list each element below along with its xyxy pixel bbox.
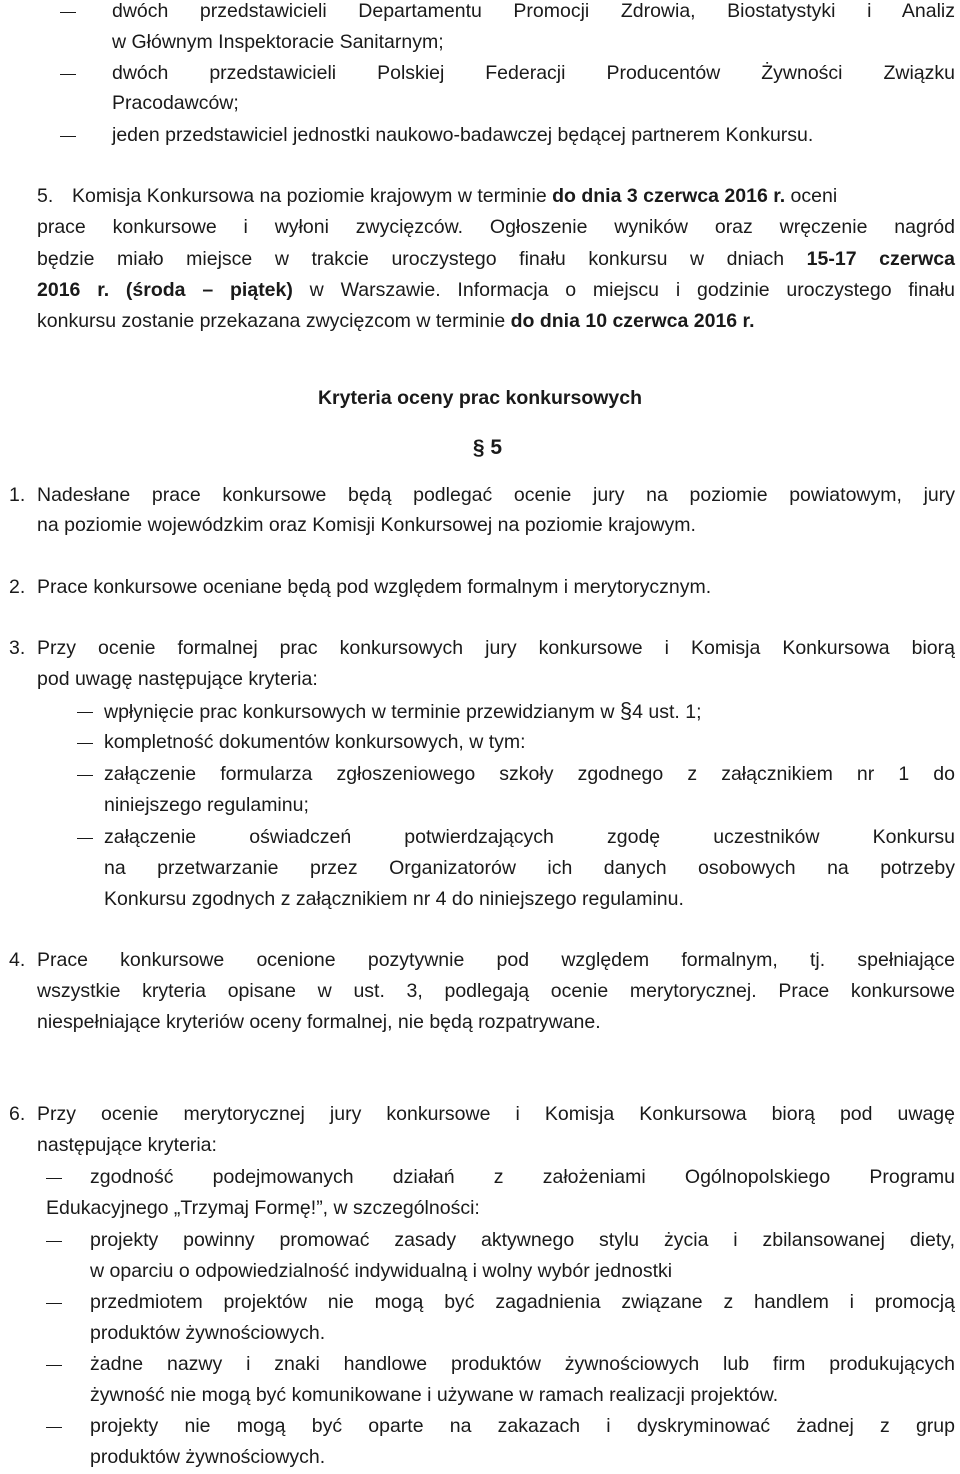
text-line: projekty powinny promować zasady aktywnego stylu życia i zbilansowanej diety, [90,1229,955,1251]
section-number: § 5 [472,436,503,459]
text-line: załączenie formularza zgłoszeniowego szkoły zgodnego z załącznikiem nr 1 do [104,763,955,785]
text-line: kompletność dokumentów konkursowych, w tym: [104,731,526,753]
text-line: w oparciu o odpowiedzialność indywidualną i wolny wybór jednostki [90,1260,673,1282]
text-line: na poziomie wojewódzkim oraz Komisji Konkursowej na poziomie krajowym. [37,514,696,536]
text-line: wpłynięcie prac konkursowych w terminie przewidzianym w §4 ust. 1; [104,698,702,723]
text-line: projekty nie mogą być oparte na zakazach i dyskryminować żadnej z grup [90,1415,955,1437]
text-line: Prace konkursowe oceniane będą pod względem formalnym i merytorycznym. [37,576,712,598]
text-line: Przy ocenie formalnej prac konkursowych jury konkursowe i Komisja Konkursowa biorą [37,637,955,659]
bullet-dash [77,775,93,776]
item-number: 5. [37,185,54,207]
item-number: 2. [9,576,26,598]
text-line: produktów żywnościowych. [90,1446,326,1468]
text-line: przedmiotem projektów nie mogą być zagadnienia związane z handlem i promocją [90,1291,955,1313]
text-line: 2016 r. (środa – piątek) w Warszawie. Informacja o miejscu i godzinie uroczystego finału [37,279,955,301]
bullet-dash [46,1178,62,1179]
text-line: będzie miało miejsce w trakcie uroczystego finału konkursu w dniach 15-17 czerwca [37,248,955,270]
text-line: Konkursu zgodnych z załącznikiem nr 4 do niniejszego regulaminu. [104,888,684,910]
text-line: dwóch przedstawicieli Departamentu Promocji Zdrowia, Biostatystyki i Analiz [112,0,955,22]
text-line: następujące kryteria: [37,1134,217,1156]
item-number: 6. [9,1103,26,1125]
text-line: Prace konkursowe ocenione pozytywnie pod względem formalnym, tj. spełniające [37,949,955,971]
text-line: prace konkursowe i wyłoni zwycięzców. Ogłoszenie wyników oraz wręczenie nagród [37,216,955,238]
text-line: zgodność podejmowanych działań z założeniami Ogólnopolskiego Programu [90,1166,955,1188]
item-number: 4. [9,949,26,971]
text-line: Edukacyjnego „Trzymaj Formę!”, w szczególności: [46,1197,480,1219]
text-line: niespełniające kryteriów oceny formalnej, nie będą rozpatrywane. [37,1011,601,1033]
bullet-dash [77,712,93,713]
bullet-dash [46,1427,62,1428]
bullet-dash [46,1241,62,1242]
text-line: niniejszego regulaminu; [104,794,309,816]
bullet-dash [60,136,76,137]
bullet-dash [77,838,93,839]
text-line: w Głównym Inspektoracie Sanitarnym; [112,31,444,53]
item-number: 3. [9,637,26,659]
text-line: dwóch przedstawicieli Polskiej Federacji Producentów Żywności Związku [112,62,955,84]
text-line: wszystkie kryteria opisane w ust. 3, podlegają ocenie merytorycznej. Prace konkursowe [37,980,955,1002]
bullet-dash [60,12,76,13]
text-line: żywność nie mogą być komunikowane i używane w ramach realizacji projektów. [90,1384,779,1406]
section-title: Kryteria oceny prac konkursowych [317,387,643,409]
text-line: jeden przedstawiciel jednostki naukowo-badawczej będącej partnerem Konkursu. [112,124,814,146]
text-line: żadne nazwy i znaki handlowe produktów żywnościowych lub firm produkujących [90,1353,955,1375]
text-line: załączenie oświadczeń potwierdzających zgodę uczestników Konkursu [104,826,955,848]
bullet-dash [46,1365,62,1366]
text-line: pod uwagę następujące kryteria: [37,668,318,690]
bullet-dash [77,743,93,744]
text-line: Komisja Konkursowa na poziomie krajowym w terminie do dnia 3 czerwca 2016 r. oceni [72,185,838,207]
bullet-dash [60,74,76,75]
text-line: na przetwarzanie przez Organizatorów ich danych osobowych na potrzeby [104,857,955,879]
text-line: produktów żywnościowych. [90,1322,326,1344]
text-line: Pracodawców; [112,92,239,114]
text-line: Przy ocenie merytorycznej jury konkursowe i Komisja Konkursowa biorą pod uwagę [37,1103,955,1125]
bullet-dash [46,1303,62,1304]
text-line: Nadesłane prace konkursowe będą podlegać ocenie jury na poziomie powiatowym, jury [37,484,955,506]
text-line: konkursu zostanie przekazana zwycięzcom w terminie do dnia 10 czerwca 2016 r. [37,310,755,332]
item-number: 1. [9,484,26,506]
